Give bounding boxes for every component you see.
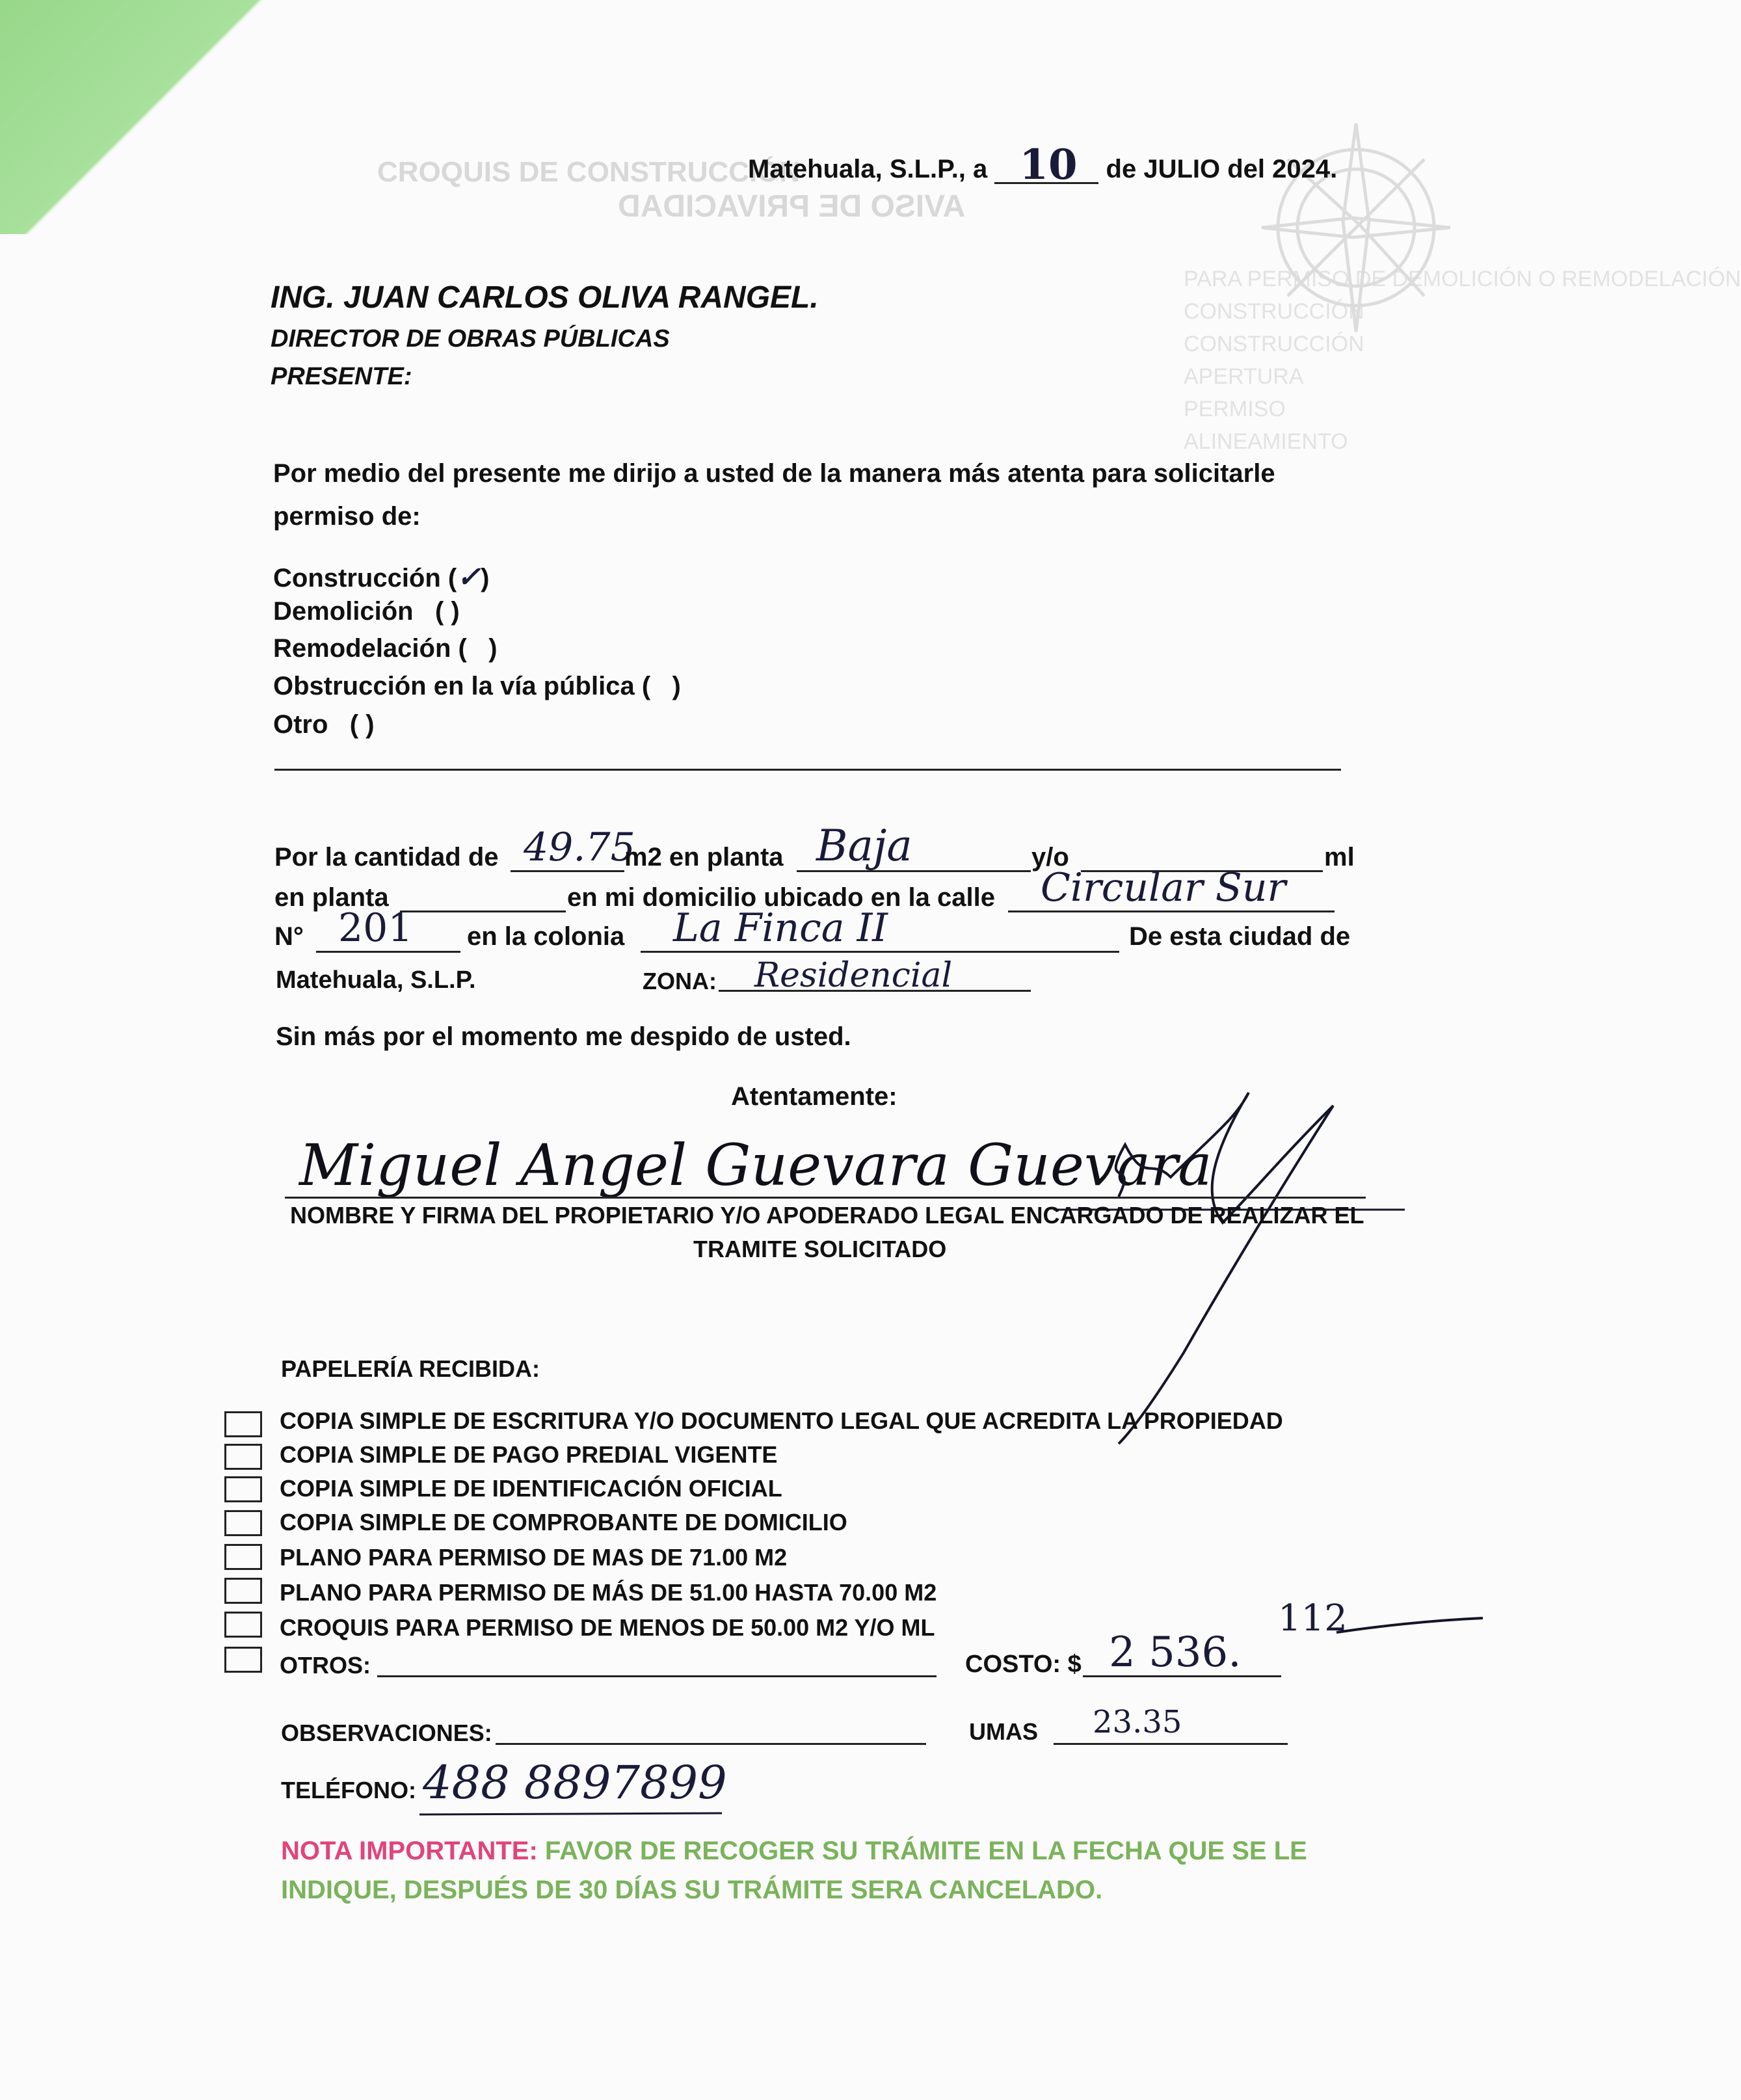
item-plano-51-70: PLANO PARA PERMISO DE MÁS DE 51.00 HASTA 70.00 M2 — [280, 1579, 937, 1606]
signer-name-handwritten: Miguel Angel Guevara Guevara — [299, 1132, 1212, 1199]
no-value: 201 — [338, 905, 413, 951]
en-planta-label: en planta — [274, 883, 389, 912]
observaciones-field[interactable] — [496, 1743, 926, 1745]
m2-label: m2 en planta — [624, 843, 784, 871]
zona-value: Residencial — [754, 956, 953, 995]
signature-caption-2: TRAMITE SOLICITADO — [693, 1236, 947, 1262]
checkbox-otros[interactable] — [224, 1647, 262, 1673]
domicilio-label: en mi domicilio ubicado en la calle — [567, 883, 995, 912]
item-identificacion: COPIA SIMPLE DE IDENTIFICACIÓN OFICIAL — [280, 1475, 782, 1502]
ciudad-label: De esta ciudad de — [1129, 922, 1351, 951]
date-line: Matehuala, S.L.P., a 10 de JULIO del 2024. — [748, 140, 1338, 189]
telefono-value: 488 8897899 — [423, 1756, 727, 1809]
costo-label: COSTO: $ — [965, 1651, 1082, 1678]
nota-importante-line-2: INDIQUE, DESPUÉS DE 30 DÍAS SU TRÁMITE SERA CANCELADO. — [281, 1876, 1103, 1904]
costo-value: 2 536. — [1109, 1628, 1242, 1677]
item-predial: COPIA SIMPLE DE PAGO PREDIAL VIGENTE — [280, 1441, 778, 1468]
cantidad-label: Por la cantidad de — [274, 843, 499, 871]
farewell-text: Sin más por el momento me despido de usted. — [276, 1022, 851, 1051]
checkbox-plano-51-70[interactable] — [224, 1578, 262, 1604]
item-domicilio: COPIA SIMPLE DE COMPROBANTE DE DOMICILIO — [280, 1509, 847, 1535]
intro-line-2: permiso de: — [273, 502, 421, 531]
umas-value: 23.35 — [1093, 1704, 1182, 1740]
calle-field[interactable] — [1008, 910, 1335, 912]
en-planta-field[interactable] — [400, 910, 566, 912]
side-note-stroke — [1333, 1613, 1489, 1639]
otro-description-line[interactable] — [274, 769, 1341, 771]
ml-label: ml — [1324, 843, 1355, 871]
permit-demolicion[interactable]: Demolición ( ) — [273, 597, 460, 626]
colonia-label: en la colonia — [467, 922, 625, 951]
nota-importante-line-1: NOTA IMPORTANTE: FAVOR DE RECOGER SU TRÁMITE EN LA FECHA QUE SE LE — [281, 1837, 1307, 1865]
day-field[interactable]: 10 — [994, 160, 1098, 184]
atentamente-label: Atentamente: — [731, 1082, 897, 1111]
zona-label: ZONA: — [643, 968, 717, 994]
signature-line[interactable] — [285, 1197, 1366, 1199]
planta-value: Baja — [816, 821, 912, 871]
permit-construccion[interactable]: Construcción (✓) — [273, 561, 490, 594]
papeleria-title: PAPELERÍA RECIBIDA: — [281, 1355, 540, 1382]
permit-otro[interactable]: Otro ( ) — [273, 710, 375, 739]
checkbox-croquis[interactable] — [224, 1612, 262, 1638]
otros-field[interactable] — [377, 1675, 937, 1677]
observaciones-label: OBSERVACIONES: — [281, 1720, 492, 1746]
colonia-field[interactable] — [641, 951, 1119, 953]
checkbox-plano-71[interactable] — [224, 1544, 262, 1570]
checkbox-domicilio[interactable] — [224, 1510, 262, 1536]
cantidad-value: 49.75 — [524, 825, 635, 870]
colonia-value: La Finca II — [673, 905, 888, 951]
addressee-name: ING. JUAN CARLOS OLIVA RANGEL. — [271, 280, 819, 315]
cantidad-field[interactable] — [511, 870, 624, 872]
item-plano-71: PLANO PARA PERMISO DE MAS DE 71.00 M2 — [280, 1544, 788, 1571]
item-escritura: COPIA SIMPLE DE ESCRITURA Y/O DOCUMENTO LEGAL QUE ACREDITA LA PROPIEDAD — [280, 1407, 1283, 1434]
permit-remodelacion[interactable]: Remodelación ( ) — [273, 634, 498, 663]
signature-scribble — [1041, 1080, 1418, 1444]
no-field[interactable] — [316, 951, 460, 953]
yo-label: y/o — [1031, 843, 1069, 871]
green-paper-corner — [0, 0, 338, 234]
compass-watermark-icon — [1249, 98, 1463, 358]
telefono-label: TELÉFONO: — [281, 1777, 416, 1803]
item-otros: OTROS: — [280, 1652, 371, 1679]
matehuala-label: Matehuala, S.L.P. — [276, 966, 476, 994]
signature-caption-1: NOMBRE Y FIRMA DEL PROPIETARIO Y/O APODERADO LEGAL ENCARGADO DE REALIZAR EL — [290, 1202, 1364, 1229]
intro-line-1: Por medio del presente me dirijo a usted de la manera más atenta para solicitarle — [273, 459, 1275, 488]
check-mark-icon: ✓ — [457, 561, 481, 594]
item-croquis: CROQUIS PARA PERMISO DE MENOS DE 50.00 M2 Y/O ML — [280, 1614, 935, 1641]
checkbox-identificacion[interactable] — [224, 1476, 262, 1502]
calle-value: Circular Sur — [1041, 865, 1286, 910]
presente-label: PRESENTE: — [271, 363, 412, 390]
checkbox-predial[interactable] — [224, 1444, 262, 1470]
checkbox-escritura[interactable] — [224, 1411, 262, 1437]
side-note-value: 112 — [1278, 1597, 1348, 1640]
umas-label: UMAS — [969, 1718, 1038, 1745]
umas-field[interactable] — [1054, 1743, 1288, 1745]
telefono-underline — [416, 1808, 728, 1821]
no-label: N° — [274, 922, 304, 951]
permit-obstruccion[interactable]: Obstrucción en la vía pública ( ) — [273, 672, 681, 700]
addressee-title: DIRECTOR DE OBRAS PÚBLICAS — [271, 325, 670, 352]
